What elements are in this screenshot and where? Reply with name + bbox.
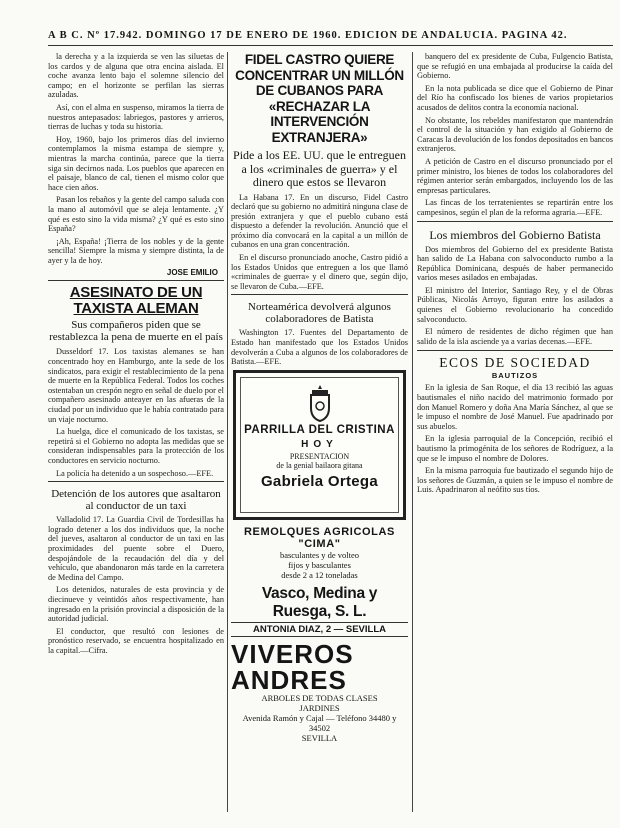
section-rule (231, 294, 408, 295)
paragraph: No obstante, los rebeldes manifestaron que mantendrán el control de la situación y han exigido al Gobierno de Caracas la devolución de los fondos depositados en bancos extranjeros. (417, 115, 613, 154)
ad-line: JARDINES (299, 702, 340, 713)
ad-address: Avenida Ramón y Cajal — Teléfono 34480 y 34502 (242, 712, 397, 733)
ad-company: Vasco, Medina y Ruesga, S. L. (261, 584, 378, 620)
paragraph: Así, con el alma en suspenso, miramos la tierra de nuestros antepasados: labriegos, pastores y arrieros, tierras de luchas y toda su historia. (48, 102, 224, 132)
paragraph: banquero del ex presidente de Cuba, Fulgencio Batista, que se refugió en una embajada al producirse la caída del Gobierno. (417, 52, 613, 81)
ad-line: ARBOLES DE TODAS CLASES (261, 692, 378, 703)
paragraph: La policía ha detenido a un sospechoso.—EFE. (56, 468, 214, 478)
advertisement-viveros (231, 638, 408, 743)
article-headline: Los miembros del Gobierno Batista (429, 227, 601, 242)
column-divider (227, 52, 228, 812)
ad-title: ANDRES (231, 664, 347, 695)
ad-address: ANTONIA DIAZ, 2 — SEVILLA (231, 622, 408, 637)
article-headline: ASESINATO DE UN TAXISTA ALEMAN (69, 284, 203, 318)
article-subheadline: Sus compañeros piden que se restablezca la pena de muerte en el país (49, 319, 223, 344)
article-headline: Detención de los autores que asaltaron al conductor de un taxi (51, 488, 221, 513)
paragraph: Dusseldorf 17. Los taxistas alemanes se han concentrado hoy en Hamburgo, ante la sede de los sindicatos, para exigir el restablecimiento de la pena de muerte en la República Federal. Todos los coches ostentaban un crespón negro en señal de duelo por el compañero asesinado anteayer en las afueras de la ciudad por un individuo que le había contratado para un viaje nocturno. (48, 347, 224, 424)
paragraph: El número de residentes de dicho régimen que han salido de la isla asciende ya a varias decenas.—EFE. (417, 327, 613, 346)
paragraph: La huelga, dice el comunicado de los taxistas, se repetirá si el Gobierno no adopta las medidas que se consideran indispensables para la protección de los conductores en servicio nocturno. (48, 427, 224, 465)
section-subheadline: BAUTIZOS (491, 371, 539, 381)
article-headline: FIDEL CASTRO QUIERE CONCENTRAR UN MILLÓN DE CUBANOS PARA «RECHAZAR LA INTERVENCIÓN EXTRANJERA» (235, 52, 404, 145)
paragraph: Valladolid 17. La Guardia Civil de Tordesillas ha logrado detener a los dos individuos que, la noche del jueves, asaltaron al conductor de un taxi en las proximidades del puente sobre el Duero, despojándole de la recaudación del día y del vehículo, que abandonaron más tarde en la carretera de Medina del Campo. (48, 515, 224, 582)
crest-icon (307, 384, 333, 422)
ad-line: fijos y basculantes (288, 559, 351, 570)
header-rule (48, 45, 613, 46)
paragraph: En la nota publicada se dice que el Gobierno de Pinar del Río ha confiscado los bienes de varios propietarios acusados de delitos contra la economía nacional. (417, 83, 613, 112)
paragraph: ¡Ah, España! ¡Tierra de los nobles y de la gente sencilla! Siempre la misma y siempre distinta, la de ayer y la de hoy. (48, 236, 224, 265)
paragraph: Las fincas de los terratenientes se repartirán entre los campesinos, según el plan de la reforma agraria.—EFE. (417, 198, 613, 217)
section-headline: ECOS DE SOCIEDAD (417, 350, 613, 371)
column-divider (412, 52, 413, 812)
ad-hoy: HOY (301, 438, 338, 450)
paragraph: A petición de Castro en el discurso pronunciado por el primer ministro, los bienes de todos los colaboradores del régimen anterior serán embargados, incluyendo los de las empresas particulares. (417, 156, 613, 195)
ad-frame (240, 377, 399, 513)
ad-line: PRESENTACION (289, 451, 350, 461)
paragraph: Hoy, 1960, bajo los primeros días del invierno contemplamos la misma estampa de siempre y, mientras la marcha continúa, parece que la tierra siga sin decirnos nada. Los pueblos que aparecen en el paisaje, blanco de cal, tienen el mismo color que hace cien años. (48, 134, 224, 192)
article-byline: JOSE EMILIO (166, 268, 218, 278)
paragraph: El ministro del Interior, Santiago Rey, y el de Obras Públicas, Nicolás Arroyo, figuran entre los asilados a quienes el Gobierno revolucionario ha concedido salvoconducto. (417, 285, 613, 324)
section-rule (417, 221, 613, 222)
ad-title: PARRILLA DEL CRISTINA (244, 423, 395, 436)
paragraph: En la misma parroquia fue bautizado el segundo hijo de los señores de Guzmán, a quien se le impuso el nombre de Luis. Apadrinaron al neófito sus tíos. (417, 466, 613, 495)
page-header: A B C. Nº 17.942. DOMINGO 17 DE ENERO DE 1960. EDICION DE ANDALUCIA. PAGINA 42. (48, 30, 568, 41)
paragraph: Pasan los rebaños y la gente del campo saluda con la mano al automóvil que se aleja lentamente. ¿Y qué es esto sino la vida misma? ¿Y qué es esto sino España? (48, 195, 224, 234)
paragraph: Dos miembros del Gobierno del ex presidente Batista han salido de La Habana con salvoconducto rumbo a la República Dominicana, después de haber permanecido varios meses asilados en embajadas. (417, 244, 613, 283)
ad-title: REMOLQUES AGRICOLAS (244, 525, 395, 538)
advertisement-parrilla (233, 370, 406, 520)
ad-title: VIVEROS (231, 638, 354, 669)
ad-line: desde 2 a 12 toneladas (281, 569, 358, 580)
column-right (417, 52, 613, 820)
ad-line: de la genial bailaora gitana (276, 460, 363, 470)
paragraph: Los detenidos, naturales de esta provincia y de diecinueve y veintidós años respectivamente, han ingresado en la prisión provincial a disposición de la autoridad judicial. (48, 585, 224, 624)
column-left (48, 52, 224, 820)
section-rule (48, 481, 224, 482)
paragraph: la derecha y a la izquierda se ven las siluetas de los cardos y de alguna que otra encina aislada. El coche avanza lento bajo el solemne silencio del campo; en el horizonte se perfilan las sierras azuladas. (48, 52, 224, 100)
column-center (231, 52, 408, 820)
section-rule (48, 280, 224, 281)
paragraph: En la iglesia de San Roque, el día 13 recibió las aguas bautismales el niño nacido del matrimonio formado por don Manuel Romero y doña Ana María Sánchez, al que se le impuso el nombre de José Manuel. Fue apadrinado por sus abuelos. (417, 383, 613, 431)
paragraph: En el discurso pronunciado anoche, Castro pidió a los Estados Unidos que entreguen a los que llamó «criminales de guerra» y el dinero que, según dijo, se llevaron de Cuba.—EFE. (231, 253, 408, 291)
paragraph: Washington 17. Fuentes del Departamento de Estado han manifestado que los Estados Unidos devolverán a Cuba a algunos de los colaboradores de Batista.—EFE. (231, 328, 408, 367)
ad-city: SEVILLA (301, 732, 338, 743)
article-headline: Norteamérica devolverá algunos colaboradores de Batista (248, 301, 391, 326)
ad-artist: Gabriela Ortega (260, 472, 379, 490)
advertisement-remolques (231, 526, 408, 637)
paragraph: El conductor, que resultó con lesiones de pronóstico reservado, se encuentra hospitalizado en la capital.—Cifra. (48, 626, 224, 655)
article-subheadline: Pide a los EE. UU. que le entreguen a los «criminales de guerra» y el dinero que estos se llevaron (233, 148, 406, 189)
ad-line: basculantes y de volteo (279, 549, 360, 560)
ad-brand: "CIMA" (298, 537, 341, 550)
paragraph: La Habana 17. En un discurso, Fidel Castro declaró que su gobierno no admitirá ninguna clase de presión extranjera y que el pueblo cubano está dispuesto a defender la revolución. Anunció que el próximo día convocará en la capital a un millón de cubanos en una gran concentración. (231, 192, 408, 250)
paragraph: En la iglesia parroquial de la Concepción, recibió el bautismo la primogénita de los señores de Rodríguez, a la que se le impuso el nombre de Dolores. (417, 434, 613, 463)
